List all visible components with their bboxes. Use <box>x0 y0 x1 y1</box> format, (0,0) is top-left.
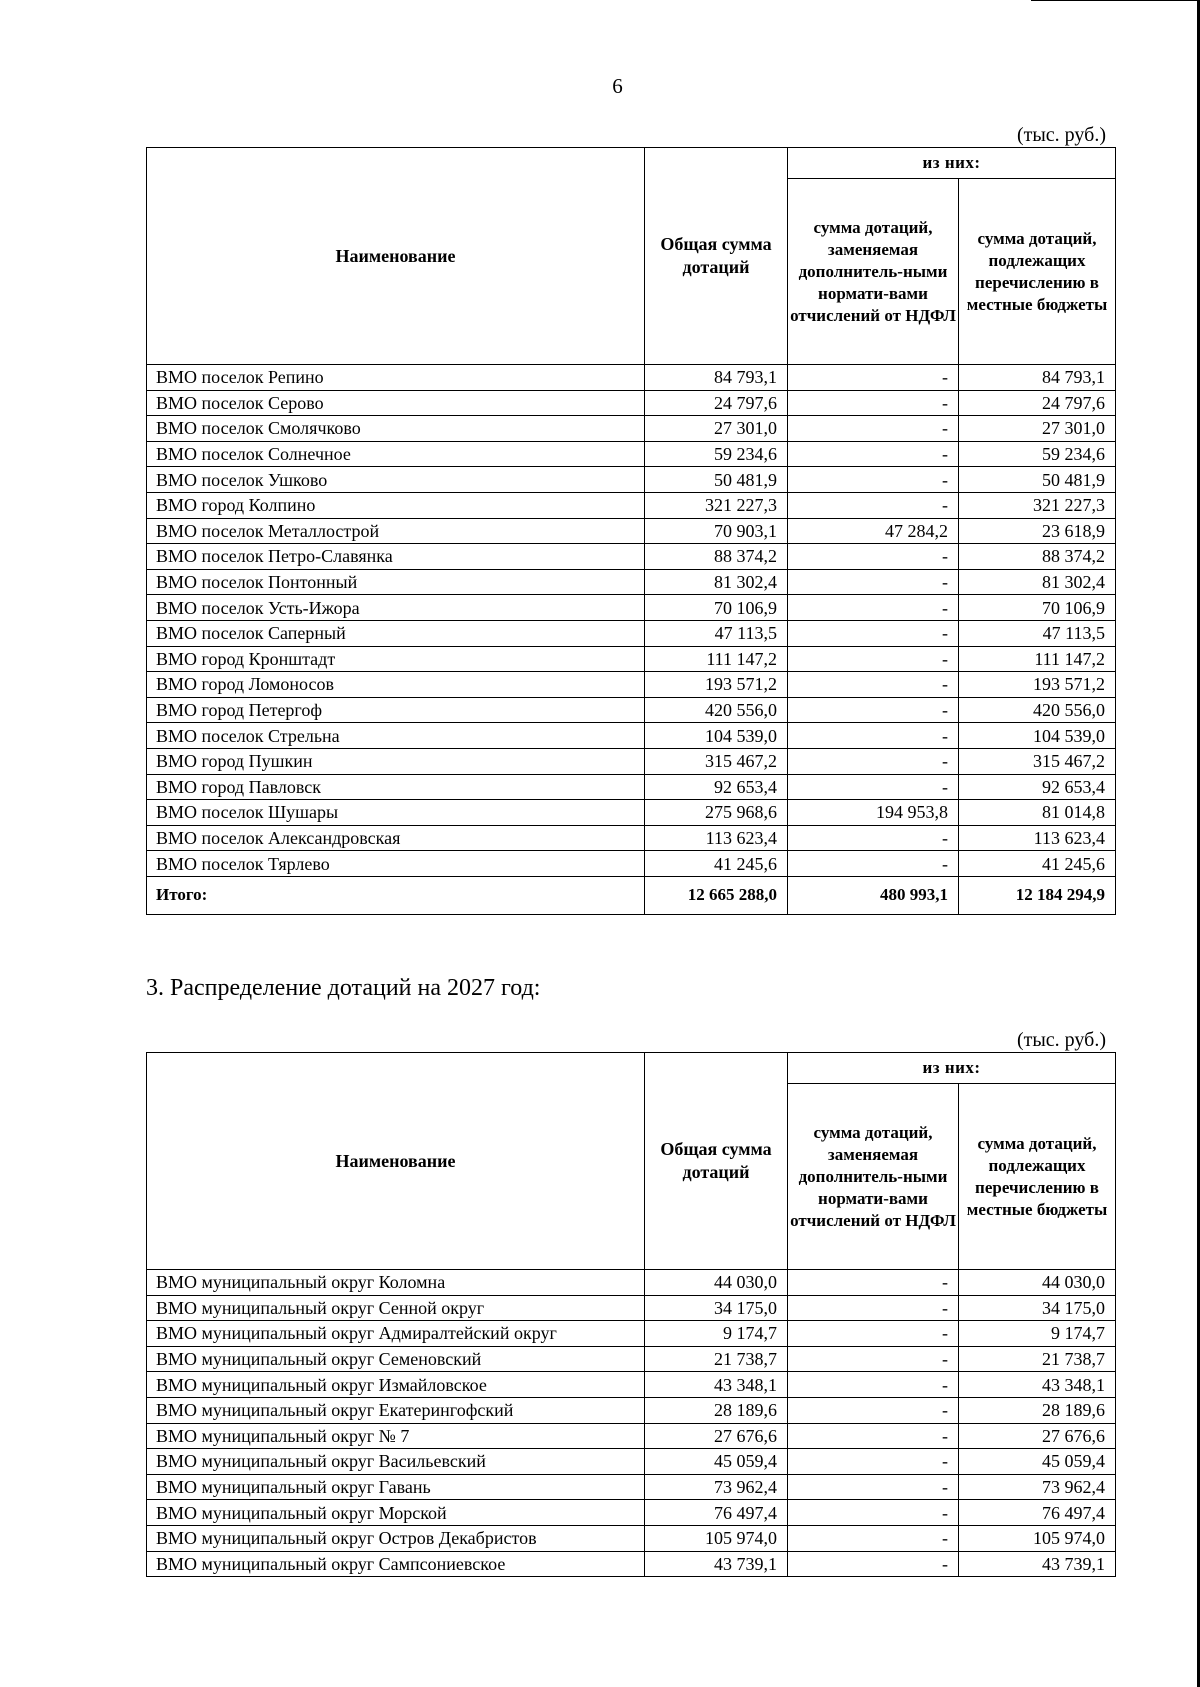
cell-name: ВМО муниципальный округ Адмиралтейский округ <box>147 1321 645 1347</box>
cell-replaced: - <box>788 492 959 518</box>
cell-transfer: 111 147,2 <box>959 646 1116 672</box>
cell-name: ВМО муниципальный округ Сенной округ <box>147 1295 645 1321</box>
cell-transfer: 34 175,0 <box>959 1295 1116 1321</box>
header-name: Наименование <box>147 1053 645 1270</box>
table-row <box>147 1346 1116 1372</box>
frame-edge-top <box>1031 0 1200 1</box>
cell-name: ВМО муниципальный округ Гавань <box>147 1474 645 1500</box>
cell-replaced: - <box>788 774 959 800</box>
cell-replaced: - <box>788 672 959 698</box>
table-row <box>147 1397 1116 1423</box>
cell-replaced: - <box>788 646 959 672</box>
cell-transfer: 21 738,7 <box>959 1346 1116 1372</box>
cell-transfer: 50 481,9 <box>959 467 1116 493</box>
table-row <box>147 1321 1116 1347</box>
cell-name: ВМО муниципальный округ Семеновский <box>147 1346 645 1372</box>
cell-replaced: - <box>788 825 959 851</box>
dotations-table-2027 <box>146 1052 1116 1577</box>
cell-replaced: - <box>788 1295 959 1321</box>
cell-transfer: 28 189,6 <box>959 1397 1116 1423</box>
cell-replaced: - <box>788 1321 959 1347</box>
cell-total: 105 974,0 <box>645 1525 788 1551</box>
page-number: 6 <box>612 74 623 98</box>
table-row <box>147 441 1116 467</box>
cell-transfer: 104 539,0 <box>959 723 1116 749</box>
cell-name: ВМО муниципальный округ № 7 <box>147 1423 645 1449</box>
table-row <box>147 1295 1116 1321</box>
cell-transfer: 92 653,4 <box>959 774 1116 800</box>
cell-replaced: - <box>788 1449 959 1475</box>
table-row <box>147 748 1116 774</box>
table-row <box>147 492 1116 518</box>
cell-name: ВМО муниципальный округ Екатерингофский <box>147 1397 645 1423</box>
cell-replaced: - <box>788 1525 959 1551</box>
table-row <box>147 620 1116 646</box>
cell-name: ВМО город Пушкин <box>147 748 645 774</box>
cell-transfer: 420 556,0 <box>959 697 1116 723</box>
table-row <box>147 1525 1116 1551</box>
cell-total: 44 030,0 <box>645 1270 788 1296</box>
cell-transfer: 24 797,6 <box>959 390 1116 416</box>
cell-replaced: 194 953,8 <box>788 800 959 826</box>
table-row <box>147 1551 1116 1577</box>
cell-total: 70 903,1 <box>645 518 788 544</box>
cell-replaced: - <box>788 1397 959 1423</box>
cell-name: ВМО поселок Репино <box>147 365 645 391</box>
cell-name: ВМО поселок Металлострой <box>147 518 645 544</box>
cell-total: 88 374,2 <box>645 544 788 570</box>
table-row <box>147 851 1116 877</box>
total-label: Итого: <box>147 876 645 914</box>
cell-name: ВМО муниципальный округ Васильевский <box>147 1449 645 1475</box>
cell-total: 45 059,4 <box>645 1449 788 1475</box>
cell-total: 275 968,6 <box>645 800 788 826</box>
total-sum: 12 665 288,0 <box>645 876 788 914</box>
cell-total: 59 234,6 <box>645 441 788 467</box>
cell-transfer: 321 227,3 <box>959 492 1116 518</box>
cell-transfer: 315 467,2 <box>959 748 1116 774</box>
cell-name: ВМО город Кронштадт <box>147 646 645 672</box>
cell-replaced: - <box>788 544 959 570</box>
cell-total: 321 227,3 <box>645 492 788 518</box>
table-row <box>147 672 1116 698</box>
header-transfer: сумма дотаций, подлежащих перечислению в местные бюджеты <box>959 1084 1116 1270</box>
units-label: (тыс. руб.) <box>1016 124 1106 146</box>
cell-replaced: - <box>788 1270 959 1296</box>
cell-total: 73 962,4 <box>645 1474 788 1500</box>
cell-name: ВМО поселок Саперный <box>147 620 645 646</box>
table-row <box>147 646 1116 672</box>
cell-transfer: 41 245,6 <box>959 851 1116 877</box>
cell-transfer: 47 113,5 <box>959 620 1116 646</box>
cell-transfer: 81 302,4 <box>959 569 1116 595</box>
cell-transfer: 76 497,4 <box>959 1500 1116 1526</box>
cell-name: ВМО поселок Александровская <box>147 825 645 851</box>
table-row <box>147 1372 1116 1398</box>
cell-name: ВМО поселок Ушково <box>147 467 645 493</box>
cell-replaced: - <box>788 851 959 877</box>
cell-replaced: - <box>788 723 959 749</box>
total-transfer: 12 184 294,9 <box>959 876 1116 914</box>
cell-name: ВМО город Петергоф <box>147 697 645 723</box>
table-row <box>147 774 1116 800</box>
cell-transfer: 27 676,6 <box>959 1423 1116 1449</box>
cell-replaced: - <box>788 595 959 621</box>
cell-total: 28 189,6 <box>645 1397 788 1423</box>
cell-transfer: 113 623,4 <box>959 825 1116 851</box>
cell-total: 315 467,2 <box>645 748 788 774</box>
table-row <box>147 697 1116 723</box>
cell-total: 27 676,6 <box>645 1423 788 1449</box>
cell-total: 104 539,0 <box>645 723 788 749</box>
table-row <box>147 595 1116 621</box>
cell-transfer: 88 374,2 <box>959 544 1116 570</box>
cell-replaced: - <box>788 365 959 391</box>
cell-total: 92 653,4 <box>645 774 788 800</box>
cell-replaced: - <box>788 1423 959 1449</box>
table-row <box>147 800 1116 826</box>
table-row <box>147 1474 1116 1500</box>
cell-name: ВМО город Ломоносов <box>147 672 645 698</box>
table-row <box>147 1423 1116 1449</box>
cell-name: ВМО поселок Усть-Ижора <box>147 595 645 621</box>
header-name: Наименование <box>147 148 645 365</box>
cell-replaced: - <box>788 620 959 646</box>
cell-total: 76 497,4 <box>645 1500 788 1526</box>
cell-name: ВМО муниципальный округ Коломна <box>147 1270 645 1296</box>
table-row <box>147 1449 1116 1475</box>
cell-name: ВМО муниципальный округ Морской <box>147 1500 645 1526</box>
cell-name: ВМО поселок Понтонный <box>147 569 645 595</box>
cell-total: 81 302,4 <box>645 569 788 595</box>
dotations-table-2026 <box>146 147 1116 915</box>
cell-replaced: - <box>788 569 959 595</box>
cell-replaced: - <box>788 697 959 723</box>
cell-transfer: 43 739,1 <box>959 1551 1116 1577</box>
cell-replaced: - <box>788 1551 959 1577</box>
cell-total: 43 739,1 <box>645 1551 788 1577</box>
cell-total: 84 793,1 <box>645 365 788 391</box>
cell-replaced: - <box>788 748 959 774</box>
header-of-which: из них: <box>788 148 1116 179</box>
cell-total: 21 738,7 <box>645 1346 788 1372</box>
header-total: Общая сумма дотаций <box>645 1053 788 1270</box>
cell-name: ВМО город Павловск <box>147 774 645 800</box>
cell-transfer: 105 974,0 <box>959 1525 1116 1551</box>
cell-total: 111 147,2 <box>645 646 788 672</box>
cell-name: ВМО поселок Тярлево <box>147 851 645 877</box>
cell-name: ВМО муниципальный округ Сампсониевское <box>147 1551 645 1577</box>
cell-total: 43 348,1 <box>645 1372 788 1398</box>
cell-transfer: 44 030,0 <box>959 1270 1116 1296</box>
table-row <box>147 467 1116 493</box>
cell-total: 420 556,0 <box>645 697 788 723</box>
table-row <box>147 723 1116 749</box>
cell-name: ВМО город Колпино <box>147 492 645 518</box>
table-row <box>147 390 1116 416</box>
table-row <box>147 569 1116 595</box>
total-row <box>147 876 1116 914</box>
table-row <box>147 825 1116 851</box>
cell-transfer: 59 234,6 <box>959 441 1116 467</box>
cell-replaced: - <box>788 467 959 493</box>
cell-replaced: - <box>788 390 959 416</box>
cell-total: 50 481,9 <box>645 467 788 493</box>
cell-transfer: 43 348,1 <box>959 1372 1116 1398</box>
cell-transfer: 70 106,9 <box>959 595 1116 621</box>
cell-total: 113 623,4 <box>645 825 788 851</box>
cell-name: ВМО поселок Солнечное <box>147 441 645 467</box>
cell-replaced: - <box>788 1346 959 1372</box>
table-row <box>147 544 1116 570</box>
table-row <box>147 1270 1116 1296</box>
table-row <box>147 1500 1116 1526</box>
cell-name: ВМО поселок Серово <box>147 390 645 416</box>
cell-total: 193 571,2 <box>645 672 788 698</box>
cell-name: ВМО поселок Шушары <box>147 800 645 826</box>
cell-total: 27 301,0 <box>645 416 788 442</box>
cell-total: 47 113,5 <box>645 620 788 646</box>
cell-replaced: 47 284,2 <box>788 518 959 544</box>
header-replaced: сумма дотаций, заменяемая дополнитель-ными нормати-вами отчислений от НДФЛ <box>788 179 959 365</box>
table-row <box>147 416 1116 442</box>
cell-replaced: - <box>788 1500 959 1526</box>
header-total: Общая сумма дотаций <box>645 148 788 365</box>
cell-total: 34 175,0 <box>645 1295 788 1321</box>
cell-name: ВМО муниципальный округ Остров Декабристов <box>147 1525 645 1551</box>
total-replaced: 480 993,1 <box>788 876 959 914</box>
cell-transfer: 73 962,4 <box>959 1474 1116 1500</box>
section-heading-2027: 3. Распределение дотаций на 2027 год: <box>146 975 541 1001</box>
cell-transfer: 45 059,4 <box>959 1449 1116 1475</box>
cell-replaced: - <box>788 1372 959 1398</box>
header-of-which: из них: <box>788 1053 1116 1084</box>
cell-name: ВМО поселок Петро-Славянка <box>147 544 645 570</box>
cell-transfer: 23 618,9 <box>959 518 1116 544</box>
cell-replaced: - <box>788 1474 959 1500</box>
cell-name: ВМО муниципальный округ Измайловское <box>147 1372 645 1398</box>
cell-total: 9 174,7 <box>645 1321 788 1347</box>
cell-transfer: 193 571,2 <box>959 672 1116 698</box>
header-transfer: сумма дотаций, подлежащих перечислению в местные бюджеты <box>959 179 1116 365</box>
cell-transfer: 84 793,1 <box>959 365 1116 391</box>
cell-transfer: 81 014,8 <box>959 800 1116 826</box>
cell-replaced: - <box>788 416 959 442</box>
table-row <box>147 365 1116 391</box>
cell-replaced: - <box>788 441 959 467</box>
cell-transfer: 27 301,0 <box>959 416 1116 442</box>
units-label-2027: (тыс. руб.) <box>1016 1029 1106 1051</box>
table-row <box>147 518 1116 544</box>
cell-total: 70 106,9 <box>645 595 788 621</box>
header-replaced: сумма дотаций, заменяемая дополнитель-ными нормати-вами отчислений от НДФЛ <box>788 1084 959 1270</box>
cell-name: ВМО поселок Смолячково <box>147 416 645 442</box>
cell-total: 41 245,6 <box>645 851 788 877</box>
cell-name: ВМО поселок Стрельна <box>147 723 645 749</box>
cell-total: 24 797,6 <box>645 390 788 416</box>
cell-transfer: 9 174,7 <box>959 1321 1116 1347</box>
